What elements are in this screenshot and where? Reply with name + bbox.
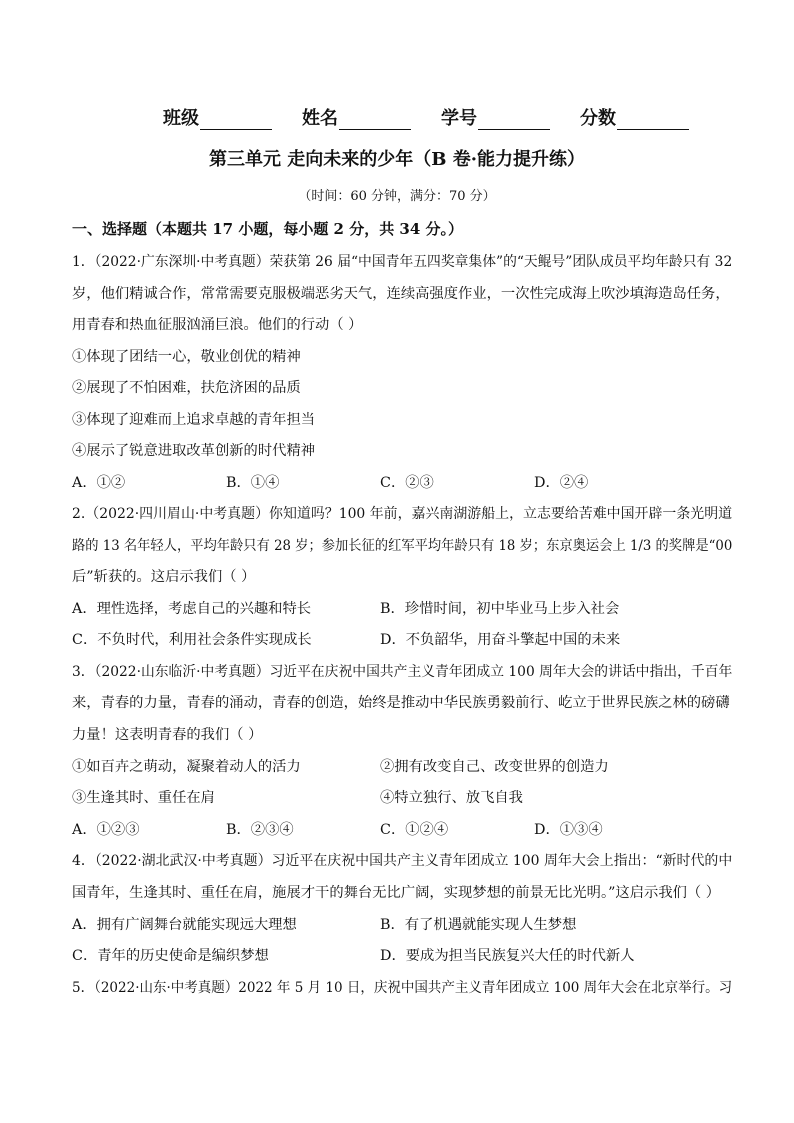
student-info-line bbox=[163, 104, 724, 130]
q3-option-b: B．②③④ bbox=[226, 822, 294, 838]
name-blank bbox=[339, 111, 411, 130]
page-subtitle: （时间：60 分钟，满分：70 分） bbox=[298, 189, 496, 204]
q3-item-4: ④特立独行、放飞自我 bbox=[380, 790, 523, 806]
q1-item-1: ①体现了团结一心，敬业创优的精神 bbox=[72, 349, 301, 365]
class-label: 班级 bbox=[163, 108, 199, 129]
q4-line-1: 4．（2022·湖北武汉·中考真题）习近平在庆祝中国共产主义青年团成立 100 周年大会上指出：“新时代的中 bbox=[72, 853, 733, 869]
q3-item-1: ①如百卉之萌动，凝聚着动人的活力 bbox=[72, 759, 301, 775]
q1-line-1: 1．（2022·广东深圳·中考真题）荣获第 26 届“中国青年五四奖章集体”的“天鲲号”团队成员平均年龄只有 32 bbox=[72, 254, 733, 270]
q4-option-a: A．拥有广阔舞台就能实现远大理想 bbox=[72, 917, 297, 933]
score-label: 分数 bbox=[580, 108, 616, 129]
q1-option-a: A．①② bbox=[72, 475, 126, 491]
q4-option-d: D．要成为担当民族复兴大任的时代新人 bbox=[380, 948, 635, 964]
q3-option-c: C．①②④ bbox=[380, 822, 449, 838]
q3-line-1: 3．（2022·山东临沂·中考真题）习近平在庆祝中国共产主义青年团成立 100 周年大会的讲话中指出，千百年 bbox=[72, 664, 733, 680]
q3-option-d: D．①③④ bbox=[534, 822, 603, 838]
q1-line-3: 用青春和热血征服汹涌巨浪。他们的行动（ ） bbox=[72, 317, 363, 333]
class-field bbox=[163, 104, 272, 130]
q2-option-c: C．不负时代，利用社会条件实现成长 bbox=[72, 632, 312, 648]
score-field bbox=[580, 104, 689, 130]
q1-option-c: C．②③ bbox=[380, 475, 434, 491]
q2-option-b: B．珍惜时间，初中毕业马上步入社会 bbox=[380, 601, 620, 617]
section-heading: 一、选择题（本题共 17 小题，每小题 2 分，共 34 分。） bbox=[72, 220, 464, 238]
page-title: 第三单元 走向未来的少年（B 卷·能力提升练） bbox=[208, 149, 585, 170]
name-label: 姓名 bbox=[302, 108, 338, 129]
q2-line-2: 路的 13 名年轻人，平均年龄只有 28 岁；参加长征的红军平均年龄只有 18 岁；东京奥运会上 1/3 的奖牌是“00 bbox=[72, 538, 733, 554]
name-field bbox=[302, 104, 411, 130]
student-id-blank bbox=[478, 111, 550, 130]
score-blank bbox=[617, 111, 689, 130]
q1-item-2: ②展现了不怕困难，扶危济困的品质 bbox=[72, 380, 301, 396]
q4-line-2: 国青年，生逢其时、重任在肩，施展才干的舞台无比广阔，实现梦想的前景无比光明。”这启示我们（ ） bbox=[72, 885, 721, 901]
q3-line-2: 来，青春的力量，青春的涌动，青春的创造，始终是推动中华民族勇毅前行、屹立于世界民族之林的磅礴 bbox=[72, 695, 730, 711]
q1-option-b: B．①④ bbox=[226, 475, 280, 491]
q5-line-1: 5．（2022·山东·中考真题）2022 年 5 月 10 日，庆祝中国共产主义青年团成立 100 周年大会在北京举行。习 bbox=[72, 980, 733, 996]
q3-item-3: ③生逢其时、重任在肩 bbox=[72, 790, 215, 806]
q3-item-2: ②拥有改变自己、改变世界的创造力 bbox=[380, 759, 609, 775]
q1-option-d: D．②④ bbox=[534, 475, 589, 491]
q2-option-d: D．不负韶华，用奋斗擎起中国的未来 bbox=[380, 632, 621, 648]
q1-item-3: ③体现了迎难而上追求卓越的青年担当 bbox=[72, 412, 316, 428]
q1-item-4: ④展示了锐意进取改革创新的时代精神 bbox=[72, 443, 316, 459]
q3-line-3: 力量！这表明青春的我们（ ） bbox=[72, 727, 263, 743]
q2-line-3: 后”斩获的。这启示我们（ ） bbox=[72, 569, 256, 585]
q3-option-a: A．①②③ bbox=[72, 822, 140, 838]
student-id-field bbox=[441, 104, 550, 130]
student-id-label: 学号 bbox=[441, 108, 477, 129]
q4-option-b: B．有了机遇就能实现人生梦想 bbox=[380, 917, 577, 933]
q2-option-a: A．理性选择，考虑自己的兴趣和特长 bbox=[72, 601, 312, 617]
q1-line-2: 岁，他们精诚合作，常常需要克服极端恶劣天气，连续高强度作业，一次性完成海上吹沙填海造岛任务， bbox=[72, 286, 730, 302]
q4-option-c: C．青年的历史使命是编织梦想 bbox=[72, 948, 269, 964]
q2-line-1: 2.（2022·四川眉山·中考真题）你知道吗？100 年前，嘉兴南湖游船上，立志要给苦难中国开辟一条光明道 bbox=[72, 506, 733, 522]
class-blank bbox=[200, 111, 272, 130]
